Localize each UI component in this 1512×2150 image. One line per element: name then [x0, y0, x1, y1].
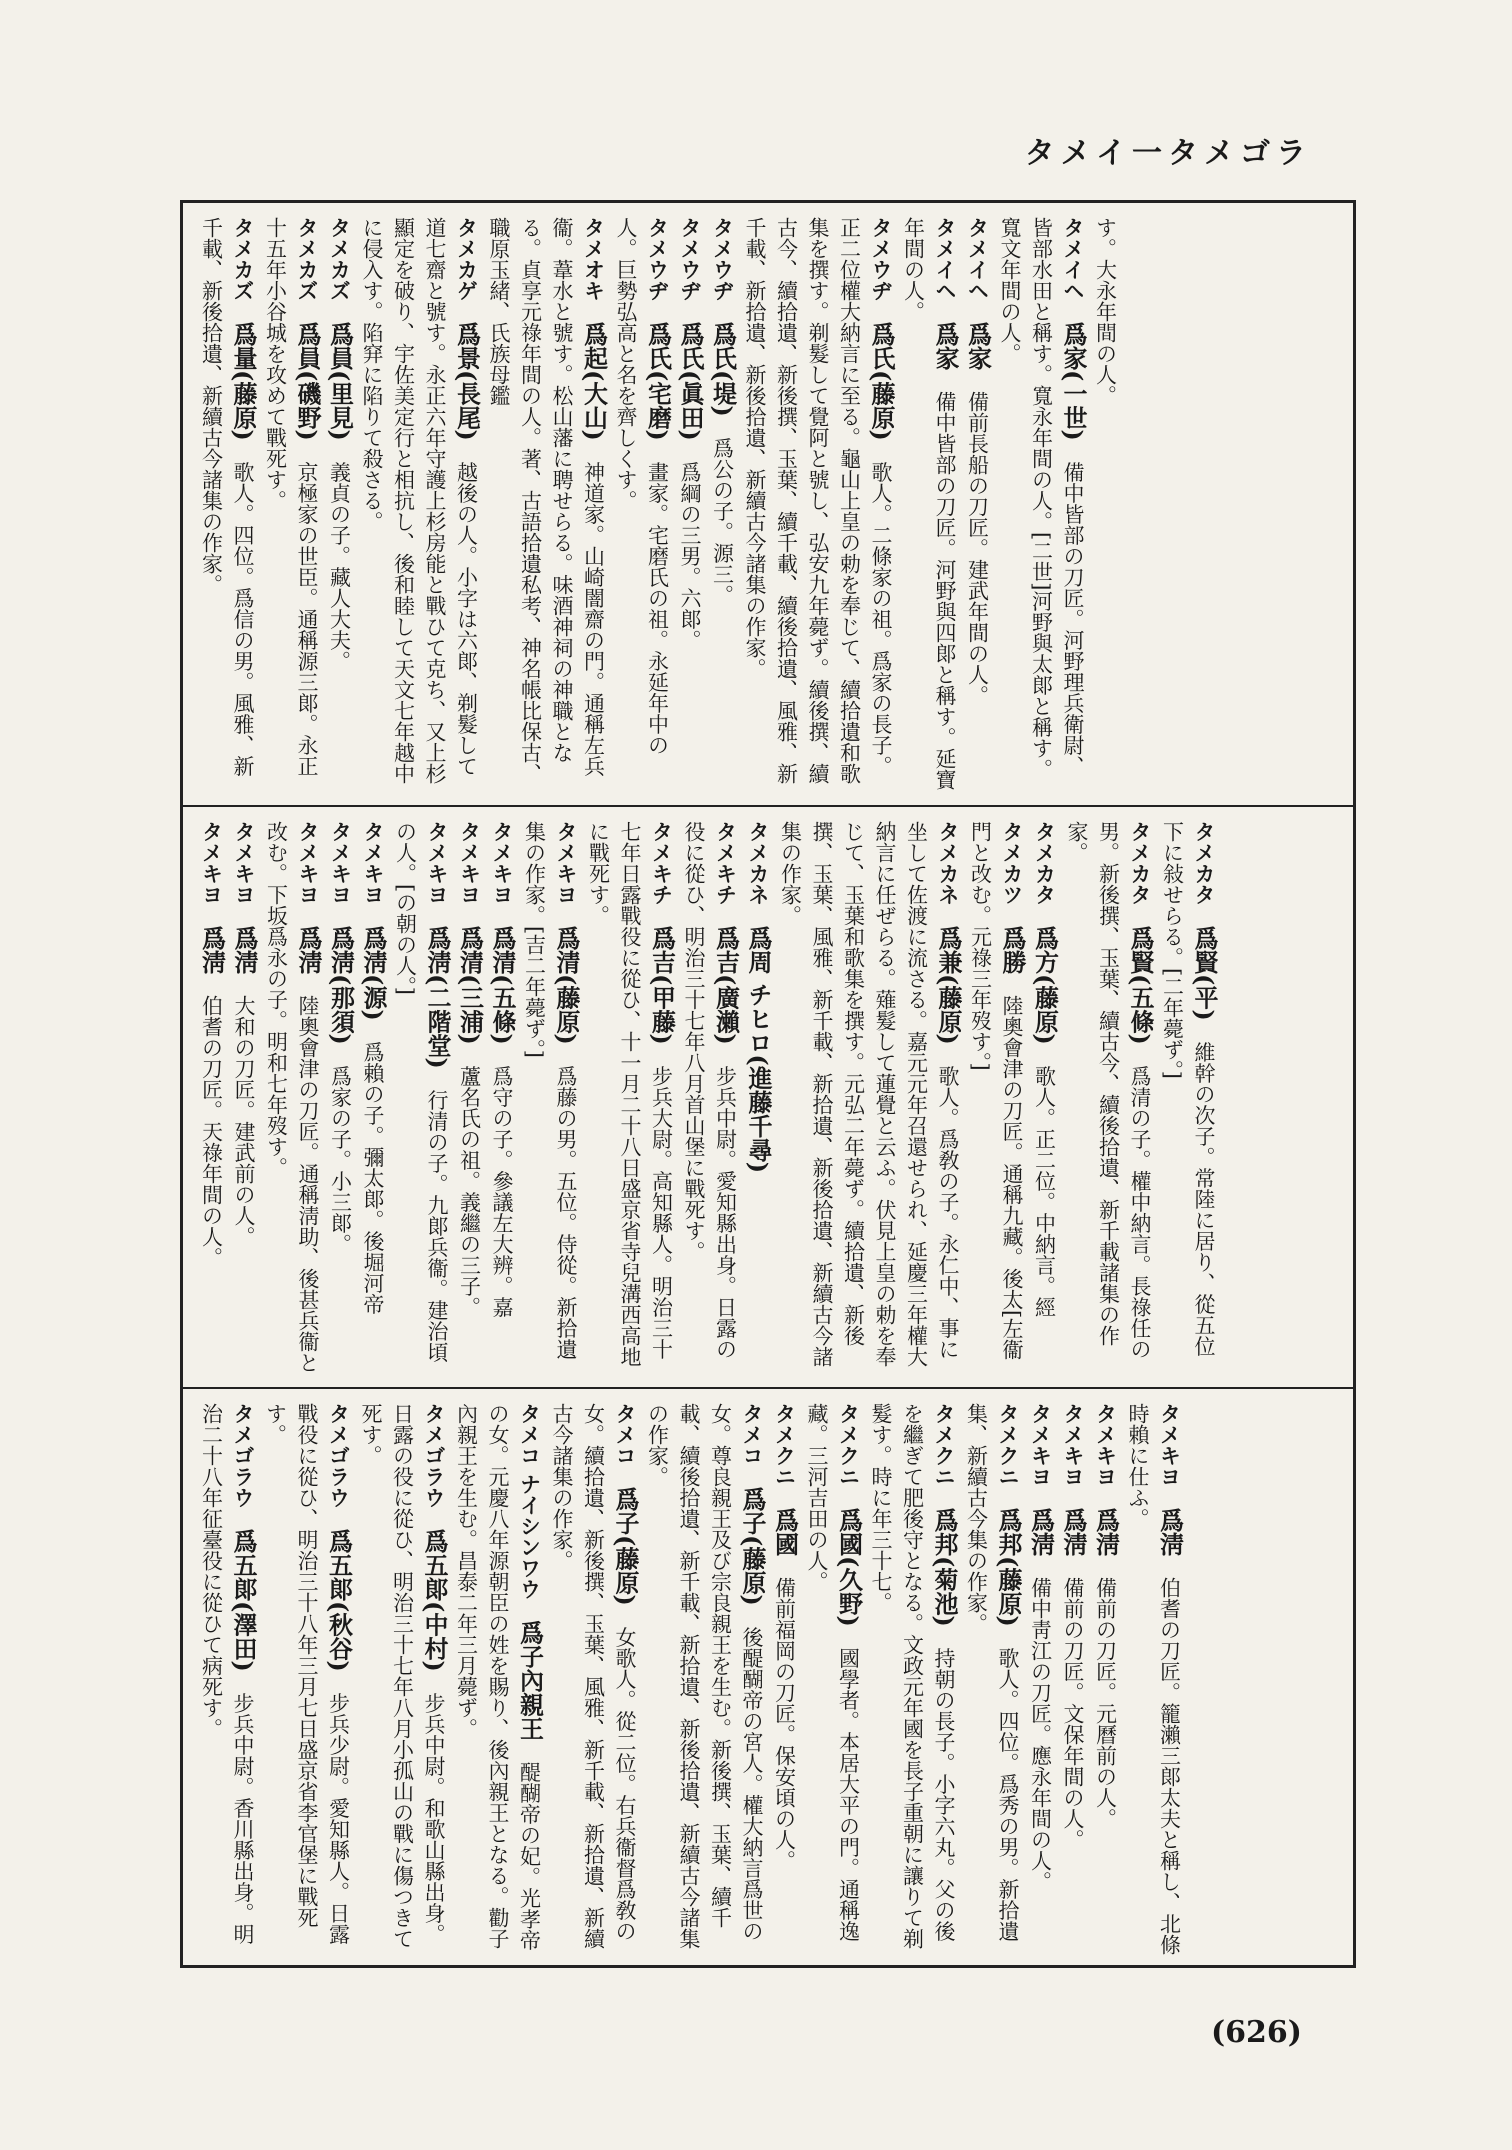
dictionary-entry: [323, 217, 356, 795]
entry-body: 爲藤の男。五位。侍從。新拾遺集の作家。[吉二年薨ず。]: [522, 821, 578, 1360]
entry-body: 備前福岡の刀匠。保安頃の人。: [772, 1577, 797, 1871]
entry-name: 爲氏(堤): [708, 322, 738, 417]
entry-name: 爲量(藤原): [229, 322, 258, 441]
section-bottom-text: [195, 1403, 1186, 1957]
entry-body: 義貞の子。藏人大夫。: [327, 461, 352, 672]
entry-name: 爲淸: [1059, 1508, 1088, 1556]
entry-body: 維幹の次子。常陸に居り、從五位下に敍せらる。[二年薨ず。]: [1160, 821, 1216, 1357]
entry-body: 女歌人。從二位。右兵衞督爲敎の女。續拾遺、新後撰、玉葉、風雅、新千載、新拾遺、新續古今諸集の作家。: [550, 1403, 637, 1949]
dictionary-entry: [228, 821, 261, 1377]
entry-body: 伯耆の刀匠。天祿年間の人。: [199, 995, 224, 1268]
entry-body: 步兵中尉。和歌山縣出身。日露の役に從ひ、明治三十七年八月小孤山の戰に傷つきて死す。: [359, 1403, 446, 1949]
entry-name: 爲賢(五條): [1126, 926, 1155, 1045]
dictionary-entry: [259, 1403, 355, 1957]
entry-headword: タメキチ: [713, 821, 738, 905]
dictionary-entry: [897, 217, 961, 795]
section-top-text: [195, 217, 1121, 795]
entry-name: 爲淸(那須): [326, 926, 356, 1045]
dictionary-entry: [259, 217, 323, 795]
entry-body: す。大永年間の人。: [1093, 217, 1118, 406]
entry-headword: タメキヨ: [1028, 1403, 1053, 1487]
entry-name: 爲氏(藤原): [867, 322, 896, 441]
dictionary-entry: [865, 1403, 961, 1957]
entry-body: 神道家。山崎闇齋の門。通稱左兵衞。葦水と號す。松山藩に聘せらる。味酒神祠の神職となる。貞享元祿年間の人。著、古語拾遺私考、神名帳比保古、職原玉緒、氏族母鑑: [487, 217, 606, 784]
entry-name: 爲淸: [294, 926, 323, 974]
entry-body: 陸奧會津の刀匠。通稱九藏。後太[左衞門と改む。元祿三年歿す。]: [968, 821, 1024, 1361]
entry-name: 爲清(三浦): [455, 926, 485, 1045]
dictionary-entry: [324, 821, 357, 1377]
entry-name: 爲方(藤原): [1030, 926, 1060, 1045]
entry-body: 備前の刀匠。文保年間の人。: [1061, 1577, 1085, 1850]
entry-name: 爲員(磯野): [293, 322, 322, 441]
entry-headword: タメカズ: [295, 217, 319, 301]
entry-headword: タメキチ: [649, 821, 674, 905]
entry-body: 備前の刀匠。元曆前の人。: [1093, 1577, 1118, 1829]
entry-name: 爲淸: [1091, 1508, 1121, 1556]
dictionary-entry: [195, 217, 259, 795]
dictionary-entry: [801, 1403, 865, 1957]
entry-name: 爲淸: [1026, 1508, 1056, 1556]
entry-name: 爲淸(源): [359, 926, 388, 1021]
entry-headword: タメキヨ: [1157, 1403, 1182, 1487]
dictionary-entry: [546, 1403, 642, 1957]
entry-name: 爲五郞(秋谷): [324, 1529, 354, 1672]
entry-body: 畫家。宅磨氏の祖。永延年中の人。巨勢弘高と名を齊しくす。: [614, 217, 670, 756]
entry-body: 步兵大尉。高知縣人。明治三十七年日露戰役に從ひ、十一月二十八日盛京省寺兒溝西高地に戰死す。: [586, 821, 674, 1367]
dictionary-entry: [483, 217, 610, 795]
entry-body: 京極家の世臣。通稱源三郞。永正十五年小谷城を攻めて戰死す。: [263, 217, 319, 777]
entry-body: 備中皆部の刀匠。河野與四郞と稱す。延寶年間の人。: [901, 217, 957, 790]
entry-headword: タメカズ: [327, 217, 352, 301]
dictionary-entry: [1057, 1403, 1090, 1957]
entry-headword: タメゴラウ: [231, 1403, 255, 1508]
entry-name: 爲景(長尾): [452, 322, 482, 441]
entry-body: 持朝の長子。小字六丸。父の後を繼ぎて肥後守となる。文政元年國を長子重朝に讓りて剃髮す。時に年三十七。: [869, 1403, 956, 1949]
entry-body: 歌人。爲敎の子。永仁中、事に坐して佐渡に流さる。嘉元元年召還せられ、延慶三年權大納言に任ぜらる。薙髮して蓮覺と云ふ。伏見上皇の勅を奉じて、玉葉和歌集を撰す。元弘二年薨ず。續拾遺、新後撰、玉葉、風雅、新千載、新拾遺、新後拾遺、新續古今諸集の作家。: [778, 821, 960, 1367]
entry-body: 步兵中尉。香川縣出身。明治二十八年征臺役に從ひて病死す。: [199, 1403, 255, 1945]
entry-headword: タメコ: [740, 1403, 764, 1466]
dictionary-entry: [774, 821, 964, 1377]
entry-name: 爲周 チヒロ(進藤千尋): [744, 926, 773, 1174]
entry-name: 爲賢(平): [1190, 926, 1219, 1021]
entry-headword: タメカゲ: [454, 217, 479, 301]
entry-name: 爲國: [770, 1508, 800, 1556]
dictionary-entry: [739, 217, 898, 795]
entry-headword: タメキヨ: [199, 821, 224, 905]
dictionary-entry: [742, 821, 775, 1377]
dictionary-entry: [961, 217, 994, 795]
entry-name: 爲淸: [230, 926, 259, 974]
entry-body: 後醍醐帝の宮人。權大納言爲世の女。尊良親王及び宗良親王を生む。新後撰、玉葉、續千載、續後拾遺、新千載、新拾遺、新後拾遺、新續古今諸集の作家。: [645, 1403, 764, 1949]
entry-headword: タメクニ: [772, 1403, 797, 1487]
entry-name: 爲吉(甲藤): [647, 926, 677, 1045]
entry-name: 爲清(藤原): [552, 926, 581, 1045]
entry-headword: タメクニ: [932, 1403, 956, 1487]
entry-name: 爲子(藤原): [611, 1487, 640, 1606]
entry-headword: タメイヘ: [965, 217, 990, 301]
section-top: [183, 203, 1353, 805]
entry-headword: タメウヂ: [678, 217, 702, 301]
entry-name: 爲勝: [998, 926, 1027, 974]
entry-name: 爲清(五條): [488, 926, 517, 1045]
entry-body: 行清の子。九郞兵衞。建治頃の人。[の朝の人。]: [393, 821, 449, 1363]
entry-body: 爲守の子。參議左大辨。嘉: [490, 1065, 514, 1318]
dictionary-entry: [674, 217, 707, 795]
entry-name: 爲邦(藤原): [994, 1508, 1023, 1627]
dictionary-entry: [768, 1403, 801, 1957]
dictionary-entry: [610, 217, 674, 795]
dictionary-entry: [582, 821, 678, 1377]
dictionary-entry: [518, 821, 582, 1377]
entry-name: 爲兼(藤原): [934, 926, 963, 1045]
entry-name: 爲家: [931, 322, 960, 370]
entry-headword: タメキヨ: [1093, 1403, 1118, 1487]
dictionary-entry: [356, 217, 483, 795]
dictionary-entry: [1061, 821, 1157, 1377]
entry-name: 爲子(藤原): [738, 1487, 767, 1606]
entry-headword: タメキヨ: [490, 821, 514, 905]
entry-headword: タメゴラウ: [326, 1403, 351, 1508]
dictionary-entry: [1156, 821, 1220, 1377]
dictionary-entry: [195, 1403, 259, 1957]
entry-body: 爲賴の子。彌太郞。後堀河帝: [361, 1041, 385, 1315]
entry-headword: タメゴラウ: [422, 1403, 446, 1508]
dictionary-entry: [964, 821, 1028, 1377]
entry-name: 爲淸: [1155, 1508, 1185, 1556]
dictionary-entry: [994, 217, 1090, 795]
entry-headword: タメカタ: [1128, 821, 1152, 905]
entry-headword: タメコ: [613, 1403, 637, 1466]
dictionary-entry: [1028, 821, 1061, 1377]
entry-headword: タメクニ: [836, 1403, 861, 1487]
entry-body: 越後の人。小字は六郞、剃髮して道七齋と號す。永正六年守護上杉房能と戰ひて克ち、又上杉顯定を破り、宇佐美定行と相抗し、後和睦して天文七年越中に侵入す。陷穽に陷りて殺さる。: [360, 217, 479, 784]
entry-headword: タメキヨ: [328, 821, 353, 905]
entry-headword: タメオキ: [581, 217, 606, 301]
entry-headword: タメキヨ: [425, 821, 449, 905]
entry-body: 蘆名氏の祖。義繼の三子。: [457, 1065, 482, 1318]
entry-name: 爲員(里見): [325, 322, 355, 441]
running-header: タメイ一タメゴラ: [1024, 136, 1312, 171]
entry-name: 爲邦(菊池): [930, 1508, 959, 1627]
section-middle: [183, 807, 1353, 1387]
entry-headword: タメカズ: [231, 217, 255, 301]
dictionary-entry: [357, 821, 390, 1377]
entry-body: 備中皆部の刀匠。河野理兵衛尉、皆部水田と稱す。寬永年間の人。[二世]河野與太郞と稱す。寬文年間の人。: [998, 217, 1085, 780]
entry-body: 大和の刀匠。建武前の人。: [232, 995, 256, 1247]
entry-name: 爲氏(宅磨): [643, 322, 673, 441]
entry-headword: タメクニ: [996, 1403, 1020, 1487]
dictionary-entry: [1024, 1403, 1057, 1957]
entry-headword: タメキヨ: [232, 821, 256, 905]
dictionary-entry: [1089, 217, 1121, 795]
dictionary-entry: [453, 821, 486, 1377]
page-frame: [180, 200, 1356, 1968]
entry-headword: タメキヨ: [361, 821, 385, 905]
entry-headword: タメウヂ: [645, 217, 670, 301]
entry-name: 爲淸: [197, 926, 227, 974]
dictionary-entry: [355, 1403, 451, 1957]
entry-body: 步兵少尉。愛知縣人。日露戰役に從ひ、明治三十八年三月七日盛京省李官堡に戰死す。: [263, 1403, 351, 1945]
entry-name: 爲家: [963, 322, 993, 370]
entry-headword: タメウヂ: [869, 217, 893, 301]
entry-name: 爲吉(廣瀨): [711, 926, 741, 1045]
page-number: (626): [1210, 2015, 1302, 2050]
section-bottom: [183, 1389, 1353, 1967]
entry-body: 歌人。正二位。中納言。經: [1032, 1065, 1057, 1318]
entry-headword: タメキヨ: [554, 821, 578, 905]
entry-headword: タメキヨ: [296, 821, 320, 905]
entry-body: 伯耆の刀匠。籠瀨三郞太夫と稱し、北條時賴に仕ふ。: [1126, 1403, 1182, 1955]
entry-body: 備前長船の刀匠。建武年間の人。: [965, 391, 990, 706]
entry-headword: タメカタ: [1192, 821, 1216, 905]
dictionary-entry: [678, 821, 742, 1377]
dictionary-entry: [1089, 1403, 1122, 1957]
section-middle-text: [195, 821, 1220, 1377]
dictionary-entry: [641, 1403, 768, 1957]
entry-headword: タメウヂ: [710, 217, 735, 301]
entry-name: 爲家(一世): [1059, 322, 1088, 441]
entry-name: 爲五郞(中村): [420, 1529, 449, 1672]
entry-body: 陸奧會津の刀匠。通稱淸助、後甚兵衞と改む。下坂爲永の子。明和七年歿す。: [264, 821, 320, 1373]
entry-name: 爲氏(眞田): [676, 322, 705, 441]
dictionary-entry: [195, 821, 228, 1377]
entry-name: 爲子內親王: [515, 1620, 545, 1741]
entry-headword: タメコ ナイシンワウ: [517, 1403, 542, 1600]
entry-body: 歌人。四位。爲秀の男。新拾遺集、新續古今集の作家。: [964, 1403, 1020, 1942]
entry-body: 爲清の子。權中納言。長祿任の男。新後撰、玉葉、續古今、續後拾遺、新千載諸集の作家。: [1065, 821, 1152, 1360]
entry-headword: タメカツ: [1000, 821, 1024, 905]
entry-headword: タメイヘ: [1061, 217, 1085, 301]
dictionary-entry: [450, 1403, 546, 1957]
entry-headword: タメキヨ: [1061, 1403, 1085, 1487]
dictionary-entry: [960, 1403, 1024, 1957]
dictionary-entry: [389, 821, 453, 1377]
dictionary-entry: [260, 821, 324, 1377]
entry-body: 爲綱の三男。六郞。: [678, 461, 702, 651]
entry-headword: タメカネ: [936, 821, 960, 905]
entry-body: 爲公の子。源三。: [710, 437, 735, 606]
dictionary-entry: [706, 217, 739, 795]
entry-body: 歌人。四位。爲信の男。風雅、新千載、新後拾遺、新續古今諸集の作家。: [199, 217, 255, 777]
entry-name: 爲起(大山): [579, 322, 609, 441]
entry-body: 備中靑江の刀匠。應永年間の人。: [1028, 1577, 1053, 1892]
entry-body: 歌人。二條家の祖。爲家の長子。正二位權大納言に至る。龜山上皇の勅を奉じて、續拾遺和歌集を撰す。剃髮して覺阿と號し、弘安九年薨ず。續後撰、續古今、續拾遺、新後撰、玉葉、續千載、續後拾遺、風雅、新千載、新拾遺、新後拾遺、新續古今諸集の作家。: [743, 217, 893, 784]
entry-body: 步兵中尉。愛知縣出身。日露の役に從ひ、明治三十七年八月首山堡に戰死す。: [682, 821, 738, 1360]
entry-body: 醍醐帝の妃。光孝帝の女。元慶八年源朝臣の姓を賜り、後內親王となる。勸子內親王を生む。昌泰二年三月薨ず。: [454, 1403, 542, 1951]
entry-headword: タメキヨ: [457, 821, 482, 905]
entry-headword: タメイヘ: [933, 217, 957, 301]
entry-name: 爲國(久野): [834, 1508, 864, 1627]
entry-headword: タメカタ: [1032, 821, 1057, 905]
dictionary-entry: [486, 821, 519, 1377]
entry-name: 爲五郞(澤田): [229, 1529, 258, 1672]
entry-name: 爲淸(二階堂): [423, 926, 452, 1069]
entry-body: 國學者。本居大平の門。通稱逸藏。三河吉田の人。: [805, 1403, 861, 1942]
dictionary-entry: [1122, 1403, 1186, 1957]
entry-body: 爲家の子。小三郞。: [328, 1065, 353, 1255]
entry-headword: タメカネ: [746, 821, 770, 905]
